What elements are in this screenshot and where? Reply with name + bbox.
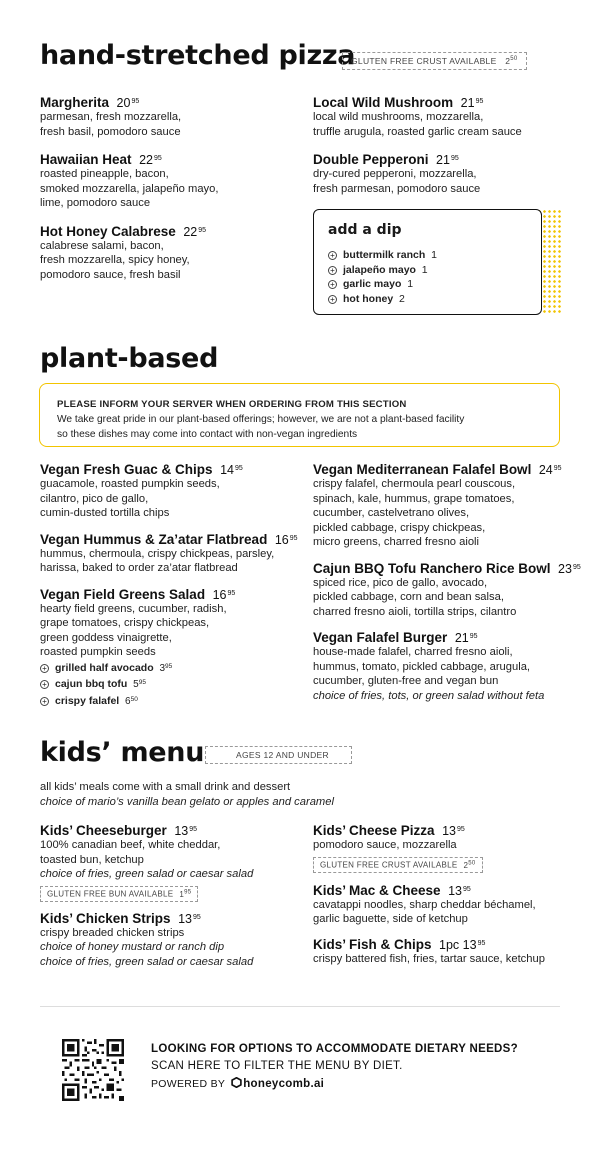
notice-heading: PLEASE INFORM YOUR SERVER WHEN ORDERING FROM THIS SECTION (57, 399, 407, 410)
addon-item (40, 676, 310, 693)
footer-headline: LOOKING FOR OPTIONS TO ACCOMMODATE DIETARY NEEDS? (151, 1043, 518, 1055)
item-description: toasted bun, ketchup (40, 853, 144, 866)
footer-scan-line: SCAN HERE TO FILTER THE MENU BY DIET. (151, 1060, 403, 1072)
menu-item-title (313, 462, 573, 477)
plant-section-title: plant-based (40, 343, 219, 374)
menu-item (313, 95, 573, 139)
dip-price: 1 (431, 249, 437, 261)
add-a-dip-box (313, 209, 542, 315)
pizza-section-title: hand-stretched pizza (40, 40, 356, 71)
item-description: crispy battered fish, fries, tartar sauce, ketchup (313, 952, 545, 965)
menu-item (40, 462, 310, 521)
plus-circle-icon: + (328, 266, 337, 275)
menu-item (313, 823, 573, 873)
menu-item-title (313, 883, 573, 898)
item-description: hearty field greens, cucumber, radish, (40, 602, 227, 615)
plant-left-column (40, 462, 310, 720)
pizza-left-column (40, 95, 300, 295)
item-description: pickled cabbage, crispy chickpeas, (313, 521, 486, 534)
item-note: choice of fries, tots, or green salad without feta (313, 689, 545, 702)
item-name: Kids’ Mac & Cheese (313, 882, 441, 898)
kids-right-column (313, 823, 573, 976)
item-description: fresh basil, pomodoro sauce (40, 125, 181, 138)
item-description: parmesan, fresh mozzarella, (40, 111, 182, 123)
item-description: green goddess vinaigrette, (40, 631, 172, 644)
menu-item-title (40, 911, 305, 926)
item-description: pomodoro sauce, mozzarella (313, 839, 457, 851)
item-price: $21^{95}$ (454, 631, 478, 645)
kids-intro-line: all kids’ meals come with a small drink and dessert (40, 781, 291, 793)
item-name: Kids’ Cheese Pizza (313, 823, 435, 838)
footer-divider (40, 1006, 560, 1007)
item-description: calabrese salami, bacon, (40, 239, 164, 252)
honeycomb-logo-icon (231, 1077, 242, 1088)
dip-price: 2 (399, 292, 405, 305)
item-price: $23^{95}$ (558, 561, 581, 576)
addon-name: crispy falafel (55, 694, 120, 707)
item-description: dry-cured pepperoni, mozzarella, (313, 168, 477, 180)
item-description: truffle arugula, roasted garlic cream sauce (313, 125, 522, 138)
menu-item-title (40, 532, 310, 547)
menu-item-title (313, 630, 573, 645)
item-price: $20^{95}$ (116, 96, 140, 110)
item-price: $22^{95}$ (139, 153, 162, 167)
menu-item (313, 937, 573, 967)
dip-list (328, 248, 527, 306)
item-name: Hot Honey Calabrese (40, 223, 176, 239)
item-name: Local Wild Mushroom (313, 95, 454, 110)
addon-price: $3^{95}$ (159, 662, 173, 674)
item-description: grape tomatoes, crispy chickpeas, (40, 617, 210, 629)
item-description: cucumber, gluten-free and vegan bun (313, 675, 499, 687)
dip-name: hot honey (343, 292, 394, 305)
item-description: charred fresno aioli, tortilla strips, cilantro (313, 605, 517, 618)
item-description: roasted pineapple, bacon, (40, 168, 169, 180)
plus-circle-icon: + (40, 697, 49, 706)
item-description: spinach, kale, hummus, grape tomatoes, (313, 492, 515, 505)
item-description: hummus, tomato, pickled cabbage, arugula, (313, 660, 531, 673)
item-description: cavatappi noodles, sharp cheddar béchamel, (313, 898, 536, 911)
addon-item (40, 693, 310, 710)
item-name: Hawaiian Heat (40, 152, 132, 167)
menu-item (40, 587, 310, 710)
pizza-right-column (313, 95, 573, 209)
dip-item (328, 292, 527, 307)
footer-text (151, 1043, 518, 1090)
item-name: Vegan Hummus & Za’atar Flatbread (40, 531, 268, 547)
item-description: local wild mushrooms, mozzarella, (313, 111, 484, 123)
item-price: $16^{95}$ (274, 532, 298, 547)
item-description: hummus, chermoula, crispy chickpeas, parsley, (40, 547, 275, 560)
gluten-free-tag: GLUTEN FREE BUN AVAILABLE $1^{95}$ (40, 886, 198, 902)
item-note: choice of fries, green salad or caesar salad (40, 868, 254, 880)
plus-circle-icon: + (40, 664, 49, 673)
item-name: Margherita (40, 95, 110, 110)
qr-code-icon[interactable] (62, 1039, 124, 1101)
brand-name[interactable]: honeycomb.ai (243, 1078, 325, 1090)
menu-item-title (313, 95, 573, 110)
item-name: Cajun BBQ Tofu Ranchero Rice Bowl (313, 560, 551, 576)
item-price: $14^{95}$ (220, 463, 243, 477)
tag-label: GLUTEN FREE CRUST AVAILABLE (351, 56, 497, 66)
menu-item-title (40, 823, 305, 838)
plant-notice (39, 383, 560, 447)
menu-item-title (40, 95, 300, 110)
dip-item (328, 277, 527, 292)
menu-item (313, 883, 573, 927)
item-description: pickled cabbage, corn and bean salsa, (313, 591, 504, 603)
kids-section-title: kids’ menu (40, 737, 205, 768)
item-description: spiced rice, pico de gallo, avocado, (313, 576, 488, 589)
menu-item (313, 560, 581, 620)
dip-price: 1 (407, 278, 414, 290)
tag-price: $2^{50}$ (505, 56, 518, 66)
item-description: lime, pomodoro sauce (40, 197, 151, 209)
item-description: garlic baguette, side of ketchup (313, 913, 468, 925)
item-price: $16^{95}$ (212, 587, 236, 602)
item-description: fresh parmesan, pomodoro sauce (313, 182, 481, 195)
dip-price: 1 (421, 263, 428, 276)
item-note: choice of honey mustard or ranch dip (40, 941, 225, 953)
menu-item-title (40, 462, 310, 477)
item-name: Double Pepperoni (313, 152, 429, 167)
menu-item-title (313, 560, 581, 576)
item-description: cucumber, castelvetrano olives, (313, 507, 470, 519)
item-price: $13^{95}$ (174, 824, 198, 838)
plus-circle-icon: + (328, 280, 337, 289)
menu-item-title (40, 224, 300, 239)
item-description: micro greens, charred fresno aioli (313, 536, 480, 548)
plant-right-column (313, 462, 581, 714)
item-description: crispy breaded chicken strips (40, 926, 185, 939)
menu-item (40, 823, 305, 902)
gluten-free-tag: GLUTEN FREE CRUST AVAILABLE $2^{50}$ (313, 857, 483, 873)
item-price: 1pc $13^{95}$ (439, 937, 486, 952)
item-name: Vegan Fresh Guac & Chips (40, 462, 213, 477)
notice-line-2: so these dishes may come into contact with non-vegan ingredients (57, 429, 358, 440)
menu-item (40, 911, 305, 970)
item-name: Kids’ Cheeseburger (40, 823, 167, 838)
menu-item (313, 630, 573, 703)
kids-intro-note: choice of mario’s vanilla bean gelato or apples and caramel (40, 795, 334, 808)
item-name: Vegan Field Greens Salad (40, 586, 206, 602)
plus-circle-icon: + (40, 680, 49, 689)
dip-name: garlic mayo (343, 278, 402, 290)
addon-price: $5^{95}$ (133, 679, 146, 690)
item-price: $21^{95}$ (436, 153, 459, 167)
menu-item-title (313, 823, 573, 838)
item-description: 100% canadian beef, white cheddar, (40, 839, 221, 851)
kids-age-tag: AGES 12 AND UNDER (205, 746, 352, 764)
item-description: crispy falafel, chermoula pearl couscous, (313, 478, 516, 490)
item-description: cumin-dusted tortilla chips (40, 507, 170, 519)
dip-item (328, 248, 527, 263)
item-description: harissa, baked to order za’atar flatbread (40, 562, 238, 574)
menu-item-title (40, 587, 310, 602)
item-description: fresh mozzarella, spicy honey, (40, 254, 190, 266)
notice-line-1: We take great pride in our plant-based offerings; however, we are not a plant-based facility (57, 414, 465, 425)
dip-name: jalapeño mayo (343, 263, 416, 276)
item-description: roasted pumpkin seeds (40, 646, 156, 658)
plus-circle-icon: + (328, 295, 337, 304)
item-note: choice of fries, green salad or caesar salad (40, 955, 254, 968)
dip-title: add a dip (328, 222, 402, 238)
item-price: $13^{95}$ (442, 824, 465, 838)
item-price: $13^{95}$ (178, 911, 201, 926)
dip-item (328, 263, 527, 278)
item-price: $22^{95}$ (183, 224, 207, 239)
addon-name: cajun bbq tofu (55, 678, 128, 690)
item-price: $13^{95}$ (448, 883, 471, 898)
menu-item (40, 152, 300, 211)
item-name: Kids’ Fish & Chips (313, 936, 432, 952)
item-description: smoked mozzarella, jalapeño mayo, (40, 182, 219, 195)
dip-name: buttermilk ranch (343, 249, 426, 261)
item-qty: 1pc (439, 937, 460, 952)
menu-item (313, 152, 573, 196)
item-description: guacamole, roasted pumpkin seeds, (40, 478, 220, 490)
gluten-free-crust-tag (342, 52, 527, 70)
menu-item (40, 532, 310, 576)
addon-price: $6^{50}$ (125, 695, 138, 707)
menu-item (40, 224, 300, 283)
menu-item (313, 462, 573, 550)
kids-intro (40, 780, 334, 809)
item-description: cilantro, pico de gallo, (40, 492, 149, 505)
item-price: $24^{95}$ (538, 463, 562, 477)
item-name: Vegan Falafel Burger (313, 630, 448, 645)
footer-powered-by: POWERED BY honeycomb.ai (151, 1078, 325, 1090)
kids-left-column (40, 823, 305, 978)
item-description: pomodoro sauce, fresh basil (40, 268, 181, 281)
item-description: house-made falafel, charred fresno aioli, (313, 646, 513, 658)
menu-item-title (313, 937, 573, 952)
menu-item-title (313, 152, 573, 167)
menu-item (40, 95, 300, 139)
menu-item-title (40, 152, 300, 167)
addon-name: grilled half avocado (55, 661, 154, 674)
item-price: $21^{95}$ (460, 96, 484, 110)
item-name: Kids’ Chicken Strips (40, 910, 171, 926)
item-name: Vegan Mediterranean Falafel Bowl (313, 462, 532, 477)
plus-circle-icon: + (328, 251, 337, 260)
addon-item (40, 660, 310, 677)
